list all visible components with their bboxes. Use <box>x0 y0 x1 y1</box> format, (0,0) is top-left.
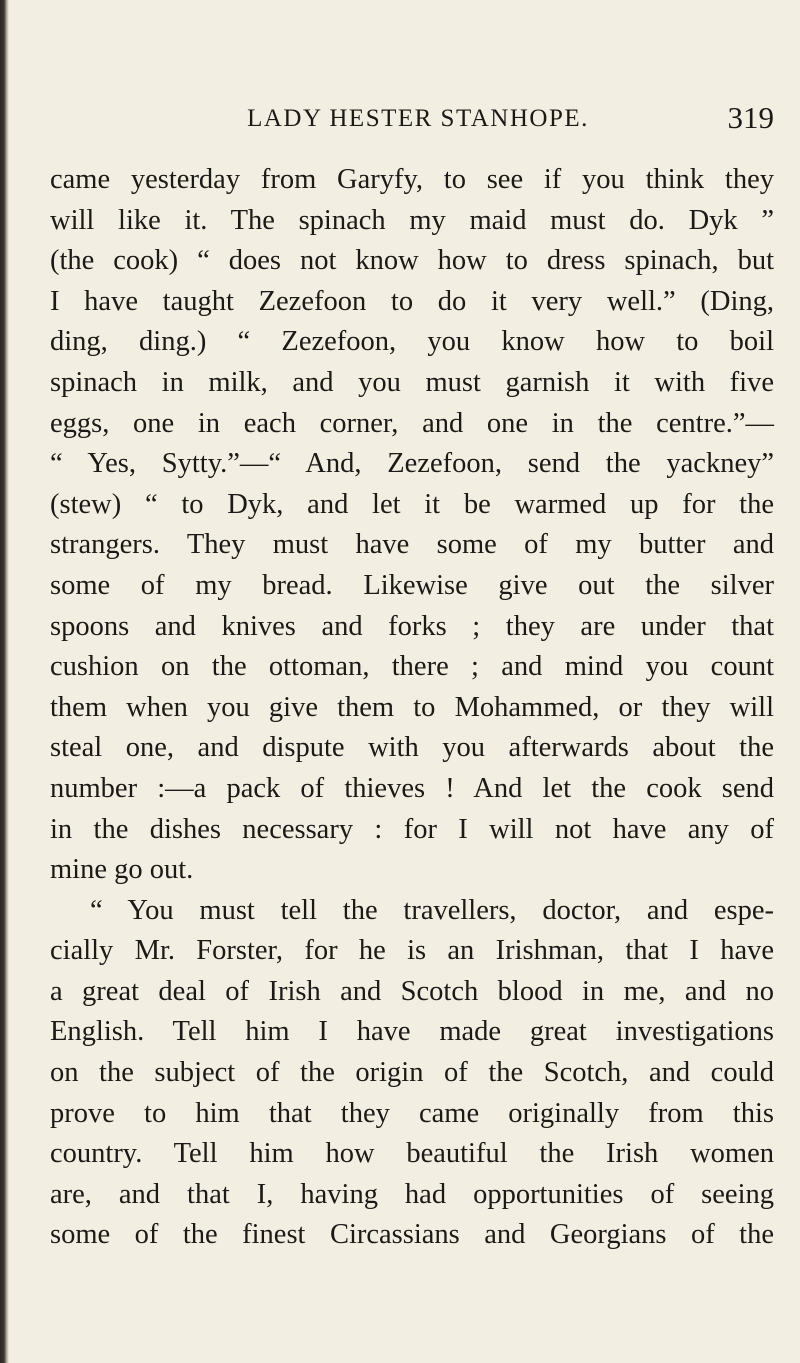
text-line: them when you give them to Mohammed, or they will <box>50 691 774 723</box>
text-line: number :—a pack of thieves ! And let the cook send <box>50 772 774 804</box>
paragraph-start-line: “ You must tell the travellers, doctor, and espe- <box>90 894 774 926</box>
text-line: prove to him that they came originally from this <box>50 1097 774 1129</box>
running-head-title: LADY HESTER STANHOPE. <box>247 105 589 132</box>
text-line: came yesterday from Garyfy, to see if you think they <box>50 164 774 195</box>
text-line: will like it. The spinach my maid must do. Dyk ” <box>50 204 774 236</box>
text-line: spinach in milk, and you must garnish it with five <box>50 366 774 398</box>
text-line: some of the finest Circassians and Georgians of the <box>50 1219 774 1251</box>
paragraph-end-line: mine go out. <box>50 854 194 886</box>
text-line: country. Tell him how beautiful the Irish women <box>50 1138 774 1170</box>
text-line: are, and that I, having had opportunities of seeing <box>50 1178 774 1210</box>
text-line: cushion on the ottoman, there ; and mind you count <box>50 651 774 683</box>
text-line: spoons and knives and forks ; they are under that <box>50 610 774 642</box>
page-number: 319 <box>727 100 774 135</box>
text-line: eggs, one in each corner, and one in the centre.”— <box>50 407 774 439</box>
body-text <box>50 160 774 1256</box>
page-binding-edge <box>0 0 9 1363</box>
text-line: strangers. They must have some of my butter and <box>50 529 774 561</box>
running-head <box>62 100 774 140</box>
text-line: steal one, and dispute with you afterwards about the <box>50 732 774 764</box>
text-line: cially Mr. Forster, for he is an Irishman, that I have <box>50 935 774 967</box>
text-line: in the dishes necessary : for I will not have any of <box>50 813 774 845</box>
text-line: I have taught Zezefoon to do it very well.” (Ding, <box>50 285 774 317</box>
text-line: (stew) “ to Dyk, and let it be warmed up for the <box>50 488 774 520</box>
text-line: some of my bread. Likewise give out the silver <box>50 569 774 601</box>
text-line: “ Yes, Sytty.”—“ And, Zezefoon, send the yackney” <box>50 448 774 480</box>
text-line: a great deal of Irish and Scotch blood in me, and no <box>50 975 774 1007</box>
text-line: on the subject of the origin of the Scotch, and could <box>50 1057 774 1089</box>
text-line: English. Tell him I have made great investigations <box>50 1016 774 1048</box>
text-line: (the cook) “ does not know how to dress spinach, but <box>50 245 774 277</box>
text-line: ding, ding.) “ Zezefoon, you know how to boil <box>50 326 774 358</box>
